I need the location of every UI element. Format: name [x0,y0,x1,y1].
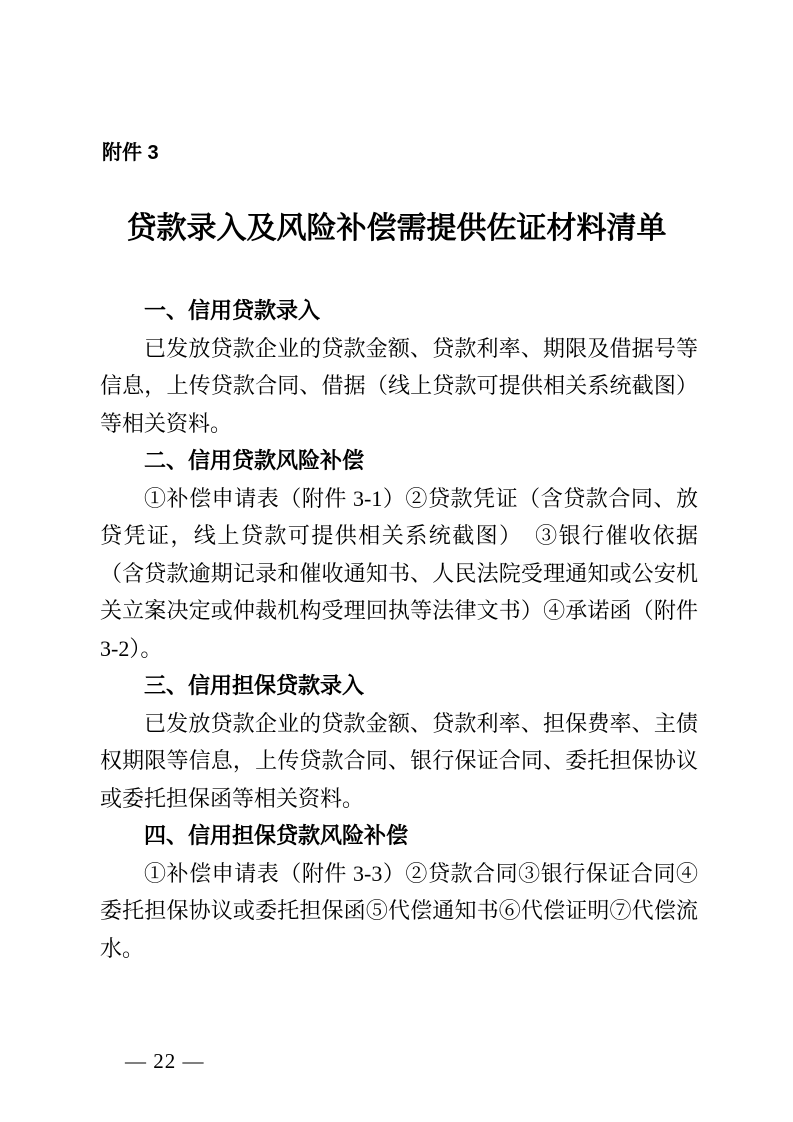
page-number: — 22 — [125,1049,205,1073]
section-1-paragraph: 已发放贷款企业的贷款金额、贷款利率、期限及借据号等信息，上传贷款合同、借据（线上贷款可提供相关系统截图）等相关资料。 [100,335,698,436]
document-title: 贷款录入及风险补偿需提供佐证材料清单 [126,212,667,245]
section-4-paragraph: ①补偿申请表（附件 3-3）②贷款合同③银行保证合同④委托担保协议或委托担保函⑤代偿通知书⑥代偿证明⑦代偿流水。 [100,860,698,961]
section-2-paragraph: ①补偿申请表（附件 3-1）②贷款凭证（含贷款合同、放贷凭证，线上贷款可提供相关系统截图） ③银行催收依据（含贷款逾期记录和催收通知书、人民法院受理通知或公安机关立案决定或仲裁机构受理回执等法律文书）④承诺函（附件 3-2）。 [100,485,698,661]
document-body [100,292,698,967]
page-footer [100,1022,205,1100]
section-4-heading: 四、信用担保贷款风险补偿 [144,823,409,848]
section-3-paragraph: 已发放贷款企业的贷款金额、贷款利率、担保费率、主债权期限等信息，上传贷款合同、银行保证合同、委托担保协议或委托担保函等相关资料。 [100,710,698,811]
attachment-label: 附件 3 [102,142,159,164]
section-1-heading: 一、信用贷款录入 [144,298,321,323]
section-2-heading: 二、信用贷款风险补偿 [144,448,365,473]
section-3-heading: 三、信用担保贷款录入 [144,673,365,698]
